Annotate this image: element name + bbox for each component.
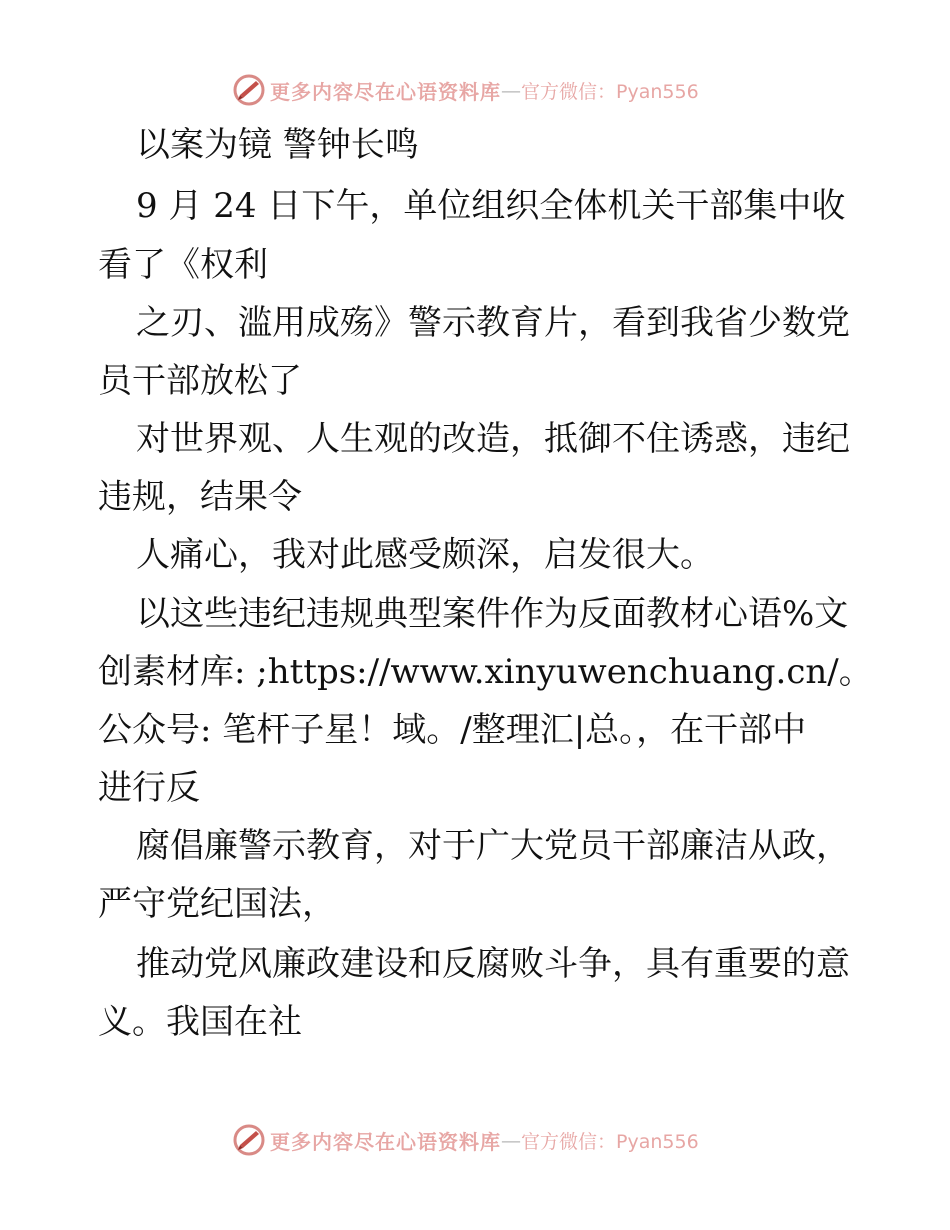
banner-separator: —	[501, 78, 521, 102]
body-line: 义。我国在社	[98, 1002, 302, 1042]
footer-watermark-banner	[232, 1122, 699, 1158]
body-line: 之刃、滥用成殇》警示教育片，看到我省少数党	[136, 303, 850, 343]
body-line: 以案为镜 警钟长鸣	[136, 125, 419, 165]
pen-circle-logo-icon	[232, 1123, 266, 1157]
header-watermark-banner	[232, 72, 699, 108]
banner-wechat-text: 官方微信：Pyan556	[521, 1130, 699, 1153]
body-line: 员干部放松了	[98, 361, 302, 401]
body-line: 人痛心，我对此感受颇深，启发很大。	[136, 535, 714, 575]
body-line: 推动党风廉政建设和反腐败斗争，具有重要的意	[136, 944, 850, 984]
body-line: 9 月 24 日下午，单位组织全体机关干部集中收	[136, 186, 846, 226]
banner-main-text: 更多内容尽在心语资料库	[270, 79, 501, 104]
body-line: 腐倡廉警示教育，对于广大党员干部廉洁从政，	[136, 826, 850, 866]
body-line: 公众号: 笔杆子星！域。/整理汇|总。，在干部中	[98, 710, 807, 750]
body-line: 违规，结果令	[98, 477, 302, 517]
banner-main-text: 更多内容尽在心语资料库	[270, 1129, 501, 1154]
body-line: 进行反	[98, 768, 200, 808]
body-line: 创素材库: ;https://www.xinyuwenchuang.cn/。	[98, 652, 873, 692]
banner-separator: —	[501, 1128, 521, 1152]
body-line: 严守党纪国法，	[98, 884, 336, 924]
pen-circle-logo-icon	[232, 73, 266, 107]
banner-wechat-text: 官方微信：Pyan556	[521, 80, 699, 103]
body-line: 看了《权利	[98, 245, 268, 285]
body-line: 对世界观、人生观的改造，抵御不住诱惑，违纪	[136, 419, 850, 459]
body-line: 以这些违纪违规典型案件作为反面教材心语%文	[136, 594, 849, 634]
